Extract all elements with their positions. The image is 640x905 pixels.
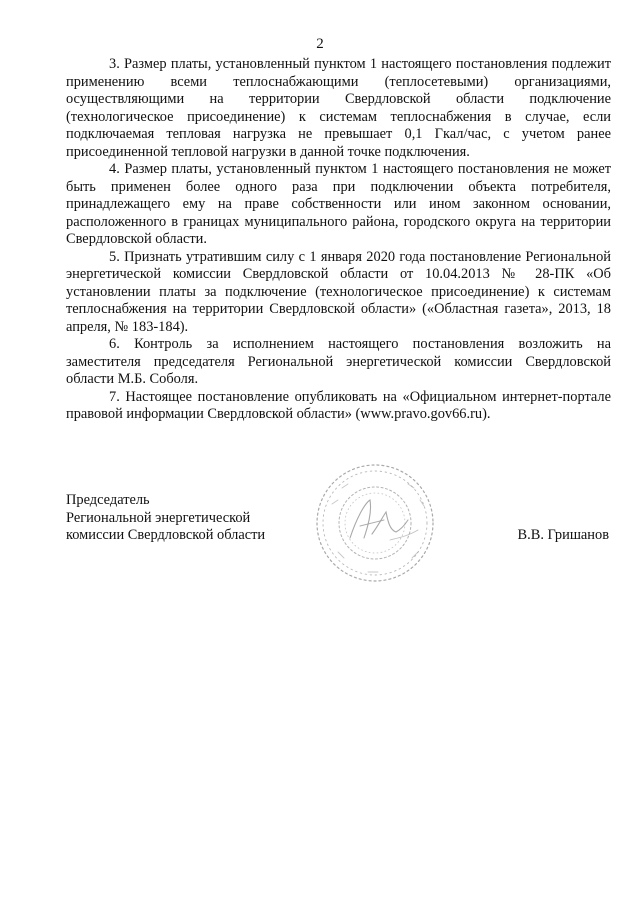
signer-name: В.В. Гришанов <box>517 527 609 543</box>
signature-block <box>66 492 611 562</box>
signer-title-line: Региональной энергетической <box>66 509 251 526</box>
paragraph-3: 3. Размер платы, установленный пунктом 1 настоящего постановления подлежит применению всеми теплоснабжающими (теплосетевыми) организациями, осуществляющими на территории Свердловской области подключение (технологическое присоединение) к системам теплоснабжения в случае, если подключаемая тепловая нагрузка не превышает 0,1 Гкал/час, с учетом ранее присоединенной тепловой нагрузки в данной точке подключения. <box>66 56 611 160</box>
paragraph-5: 5. Признать утратившим силу с 1 января 2020 года постановление Региональной энергетической комиссии Свердловской области от 10.04.2013 № 28-ПК «Об установлении платы за подключение (технологическое присоединение) к системам теплоснабжения на территории Свердловской области» («Областная газета», 2013, 18 апреля, № 183-184). <box>66 248 611 335</box>
signer-title-line: комиссии Свердловской области <box>66 527 266 543</box>
official-seal-stamp <box>312 460 438 586</box>
document-body <box>66 56 611 424</box>
paragraph-6: 6. Контроль за исполнением настоящего постановления возложить на заместителя председателя Региональной энергетической комиссии Свердловской области М.Б. Соболя. <box>66 336 611 387</box>
paragraph-4: 4. Размер платы, установленный пунктом 1 настоящего постановления не может быть применен более одного раза при подключении объекта потребителя, принадлежащего ему на праве собственности или ином законном основании, расположенного в границах муниципального района, городского округа на территории Свердловской области. <box>66 161 611 247</box>
signer-title-line: Председатель <box>66 492 150 508</box>
paragraph-7: 7. Настоящее постановление опубликовать на «Официальном интернет-портале правовой информации Свердловской области» (www.pravo.gov66.ru). <box>66 388 611 422</box>
page-number: 2 <box>316 36 324 52</box>
signer-title <box>66 492 306 545</box>
